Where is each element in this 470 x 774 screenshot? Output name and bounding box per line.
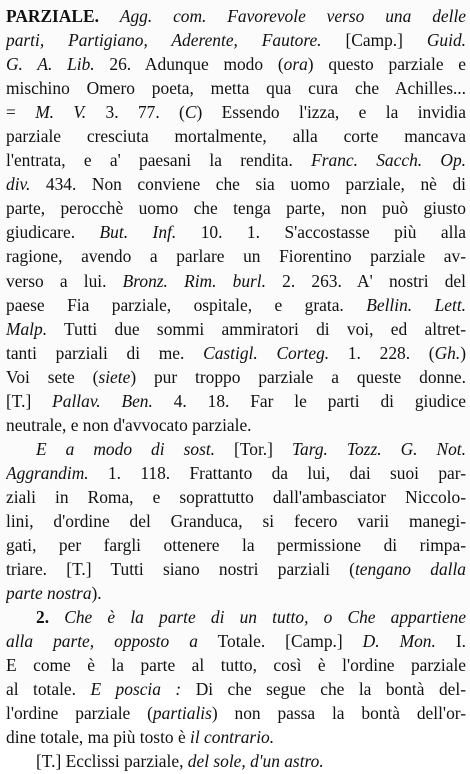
- text-line: [6, 196, 466, 220]
- italic-run: Bronz. Rim. burl.: [122, 270, 266, 291]
- text-run: ).: [91, 583, 102, 604]
- text-run: tanti parziali di me.: [6, 342, 204, 363]
- text-run: gati, per fargli ottenere la permissione di rimpa-: [6, 535, 466, 556]
- text-line: [6, 76, 466, 100]
- text-line: [6, 220, 466, 244]
- text-line: [6, 701, 466, 725]
- italic-run: E a modo di sost.: [36, 438, 216, 459]
- text-run: E come è la parte al tutto, così è l'ordine parziale: [6, 655, 466, 676]
- text-line: [6, 52, 466, 76]
- italic-run: parti, Partigiano, Aderente, Fautore.: [6, 30, 322, 51]
- text-line: [6, 677, 466, 701]
- italic-run: il contrario.: [190, 727, 275, 748]
- text-run: Di che segue che la bontà del-: [181, 679, 466, 700]
- text-line: [6, 749, 466, 773]
- italic-run: Franc. Sacch. Op.: [311, 150, 466, 171]
- text-run: [T.]: [6, 390, 53, 411]
- text-run: 1. 228. (: [329, 342, 435, 363]
- text-run: [T.] Ecclissi parziale,: [36, 751, 188, 772]
- text-run: l'ordine parziale (: [6, 703, 153, 724]
- text-line: [6, 653, 466, 677]
- italic-run: Gh.: [434, 342, 461, 363]
- italic-run: tengano dalla: [354, 559, 466, 580]
- italic-run: partialis: [152, 703, 212, 724]
- italic-run: Aggrandim.: [6, 462, 89, 483]
- text-run: mischino Omero poeta, metta qua cura che Achilles...: [6, 78, 466, 99]
- text-run: ) pur troppo parziale a queste donne.: [130, 366, 466, 387]
- text-line: [6, 485, 466, 509]
- text-run: Voi sete (: [6, 366, 99, 387]
- italic-run: G. A. Lib.: [6, 54, 95, 75]
- bold-run: 2.: [36, 607, 65, 628]
- text-line: [6, 437, 466, 461]
- text-run: 434. Non conviene che sia uomo parziale, nè di: [30, 174, 466, 195]
- text-run: 26. Adunque modo (: [94, 54, 284, 75]
- text-line: [6, 124, 466, 148]
- italic-run: Pallav. Ben.: [52, 390, 153, 411]
- italic-run: Bellin. Lett.: [366, 294, 466, 315]
- text-run: [Camp.]: [321, 30, 427, 51]
- dictionary-entry-parziale: [6, 4, 466, 774]
- text-line: [6, 28, 466, 52]
- text-line: [6, 317, 466, 341]
- text-run: ziali in Roma, e soprattutto dall'ambasciator Niccolo-: [6, 486, 466, 507]
- text-run: triare. [T.] Tutti siano nostri parziali (: [6, 559, 355, 580]
- text-run: I.: [435, 631, 466, 652]
- text-line: [6, 557, 466, 581]
- italic-run: Che è la parte di un tutto, o Che appartiene: [64, 607, 466, 628]
- italic-run: Castigl. Corteg.: [203, 342, 330, 363]
- text-line: [6, 244, 466, 268]
- text-run: al totale.: [6, 679, 91, 700]
- text-line: [6, 581, 466, 605]
- text-run: 4. 18. Far le parti di giudice: [152, 390, 466, 411]
- text-run: parte, perocchè uomo che tenga parte, non può giusto: [6, 198, 466, 219]
- text-line: [6, 533, 466, 557]
- text-run: ragione, avendo a parlare un Fiorentino parziale av-: [6, 246, 466, 267]
- text-line: [6, 341, 466, 365]
- text-run: 10. 1. S'accostasse più alla: [176, 222, 466, 243]
- text-line: [6, 100, 466, 124]
- italic-run: C: [184, 102, 197, 123]
- italic-run: ora: [283, 54, 308, 75]
- italic-run: Malp.: [6, 318, 48, 339]
- text-run: neutrale, e non d'avvocato parziale.: [6, 414, 252, 435]
- text-line: [6, 172, 466, 196]
- text-run: Totale. [Camp.]: [197, 631, 363, 652]
- italic-run: But. Inf.: [99, 222, 177, 243]
- text-line: [6, 509, 466, 533]
- text-line: [6, 148, 466, 172]
- text-run: lini, d'ordine del Granduca, si fecero varii manegi-: [6, 510, 466, 531]
- text-run: ) Essendo l'izza, e la invidia: [196, 102, 466, 123]
- text-run: [Tor.]: [215, 438, 292, 459]
- italic-run: alla parte, opposto a: [6, 631, 198, 652]
- italic-run: del sole, d'un astro.: [187, 751, 324, 772]
- text-line: [6, 269, 466, 293]
- italic-run: div.: [6, 174, 31, 195]
- text-line: [6, 605, 466, 629]
- italic-run: Agg. com. Favorevole verso una delle: [119, 6, 466, 26]
- text-line: [6, 389, 466, 413]
- text-run: paese Fia parziale, ospitale, e grata.: [6, 294, 367, 315]
- text-run: verso a lui.: [6, 270, 123, 291]
- text-line: [6, 461, 466, 485]
- italic-run: siete: [98, 366, 131, 387]
- text-run: 2. 263. A' nostri del: [265, 270, 466, 291]
- text-run: =: [6, 102, 36, 123]
- text-line: [6, 413, 466, 437]
- text-run: 1. 118. Frattanto da lui, dai suoi par-: [88, 462, 466, 483]
- bold-run: PARZIALE.: [6, 6, 99, 26]
- italic-run: M. V.: [35, 102, 87, 123]
- text-run: Tutti due sommi ammiratori di voi, ed altret-: [47, 318, 466, 339]
- text-run: ) questo parziale e: [307, 54, 466, 75]
- text-run: ) non passa la bontà dell'or-: [211, 703, 466, 724]
- italic-run: D. Mon.: [362, 631, 436, 652]
- text-run: dine totale, ma più tosto è: [6, 727, 191, 748]
- italic-run: parte nostra: [6, 583, 92, 604]
- text-run: 3. 77. (: [86, 102, 185, 123]
- italic-run: Guid.: [426, 30, 466, 51]
- text-run: ): [460, 342, 466, 363]
- italic-run: E poscia :: [90, 679, 182, 700]
- text-run: [99, 6, 120, 26]
- text-run: l'entrata, e a' paesani la rendita.: [6, 150, 312, 171]
- text-run: giudicare.: [6, 222, 100, 243]
- text-line: [6, 293, 466, 317]
- text-run: parziale cresciuta mortalmente, alla corte mancava: [6, 126, 466, 147]
- text-line: [6, 629, 466, 653]
- text-line: [6, 365, 466, 389]
- italic-run: Targ. Tozz. G. Not.: [291, 438, 466, 459]
- text-line: [6, 4, 466, 28]
- text-line: [6, 725, 466, 749]
